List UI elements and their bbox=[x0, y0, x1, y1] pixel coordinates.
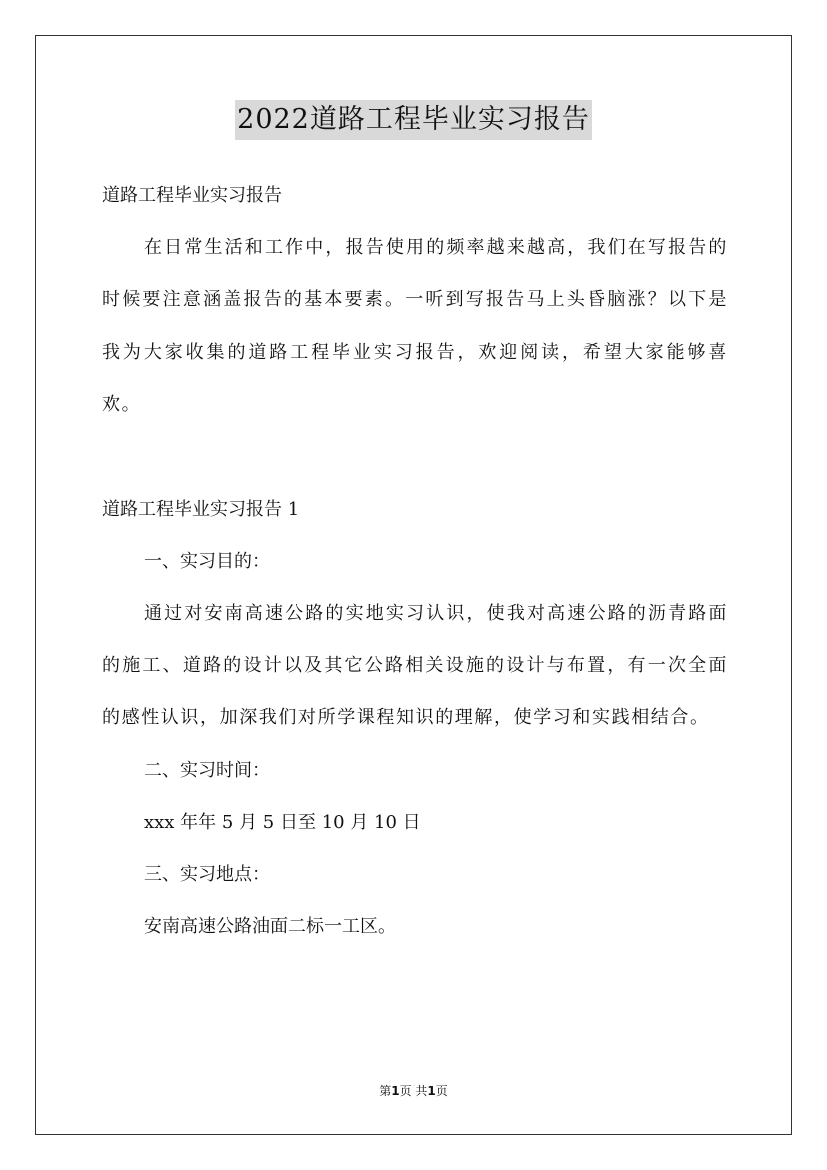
document-subtitle: 道路工程毕业实习报告 bbox=[102, 185, 282, 206]
spacer bbox=[102, 432, 728, 484]
time-heading: 二、实习时间： bbox=[144, 759, 270, 781]
title-container bbox=[0, 100, 827, 140]
footer-page-total: 1 bbox=[427, 1084, 436, 1098]
place-text: 安南高速公路油面二标一工区。 bbox=[144, 915, 396, 937]
purpose-heading: 一、实习目的： bbox=[144, 550, 270, 572]
intro-paragraph: 在日常生活和工作中，报告使用的频率越来越高，我们在写报告的时候要注意涵盖报告的基本要素。一听到写报告马上头昏脑涨？以下是我为大家收集的道路工程毕业实习报告，欢迎阅读，希望大家能够喜欢。 bbox=[102, 237, 728, 416]
document-body bbox=[102, 170, 728, 953]
place-heading: 三、实习地点： bbox=[144, 863, 270, 885]
page-footer bbox=[0, 1082, 827, 1099]
footer-page-prefix: 第 bbox=[379, 1084, 392, 1098]
section-heading: 道路工程毕业实习报告 1 bbox=[102, 498, 300, 520]
document-title: 2022道路工程毕业实习报告 bbox=[235, 100, 592, 140]
footer-page-current: 1 bbox=[391, 1084, 400, 1098]
footer-page-mid: 页 共 bbox=[399, 1084, 428, 1098]
purpose-paragraph: 通过对安南高速公路的实地实习认识，使我对高速公路的沥青路面的施工、道路的设计以及其它公路相关设施的设计与布置，有一次全面的感性认识，加深我们对所学课程知识的理解，使学习和实践相结合。 bbox=[102, 602, 728, 729]
footer-page-suffix: 页 bbox=[435, 1084, 448, 1098]
time-text: xxx 年年 5 月 5 日至 10 月 10 日 bbox=[144, 811, 421, 833]
